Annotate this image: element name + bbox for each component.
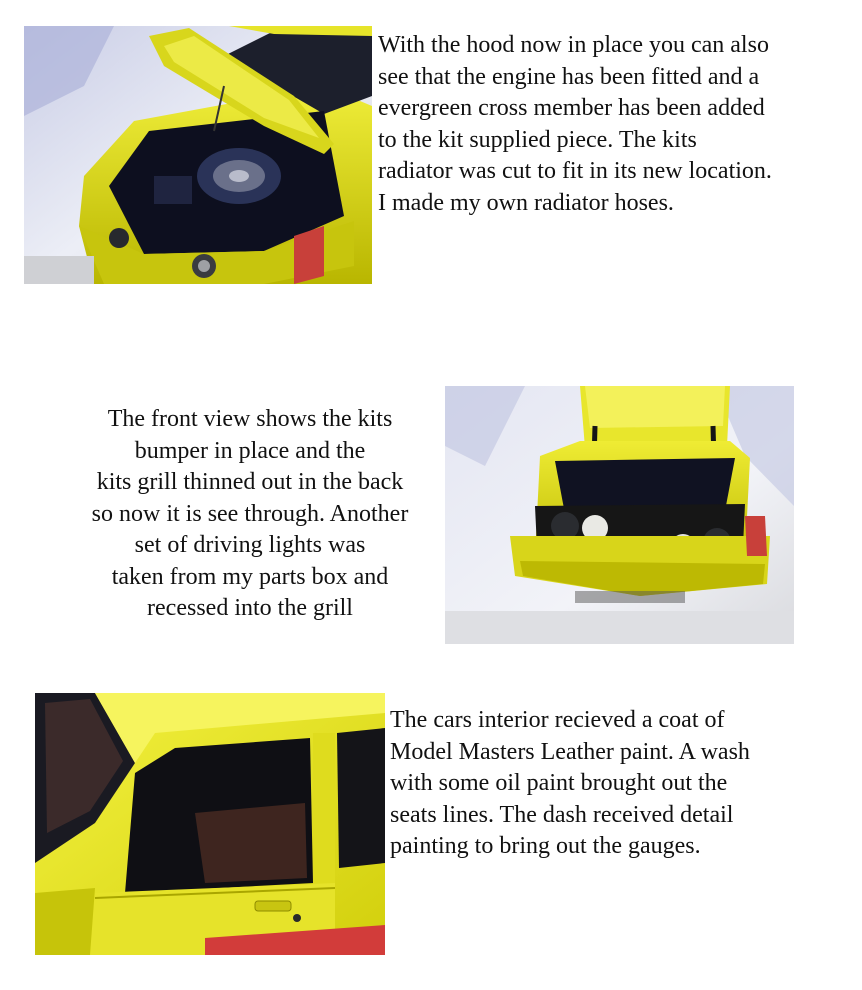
paragraph-line: kits grill thinned out in the back [96,469,404,495]
paragraph-line: with some oil paint brought out the [390,770,728,796]
hood-engine-paragraph [378,30,858,219]
hood-engine-illustration [24,26,372,284]
interior-paragraph [390,705,850,863]
front-view-illustration [445,386,794,644]
paragraph-line: painting to bring out the gauges. [390,833,701,859]
paragraph-line: see that the engine has been fitted and a [378,63,760,90]
paragraph-line: taken from my parts box and [111,563,389,590]
front-view-paragraph [40,404,460,625]
paragraph-line: With the hood now in place you can also [378,32,769,58]
paragraph-line: evergreen cross member has been added [378,95,765,121]
paragraph-line: I made my own radiator hoses. [378,189,674,216]
paragraph-line: bumper in place and the [134,437,366,464]
paragraph-line: Model Masters Leather paint. A wash [390,738,750,765]
paragraph-line: The front view shows the kits [107,406,393,432]
paragraph-line: recessed into the grill [147,595,353,621]
paragraph-line: radiator was cut to fit in its new location. [378,158,772,184]
side-interior-illustration [35,693,385,955]
paragraph-line: The cars interior recieved a coat of [390,707,725,733]
paragraph-line: set of driving lights was [134,532,366,558]
photo-front-view [445,386,794,644]
paragraph-line: seats lines. The dash received detail [390,801,734,828]
paragraph-line: to the kit supplied piece. The kits [378,126,697,153]
paragraph-line: so now it is see through. Another [91,500,409,527]
photo-side-interior [35,693,385,955]
photo-hood-engine [24,26,372,284]
